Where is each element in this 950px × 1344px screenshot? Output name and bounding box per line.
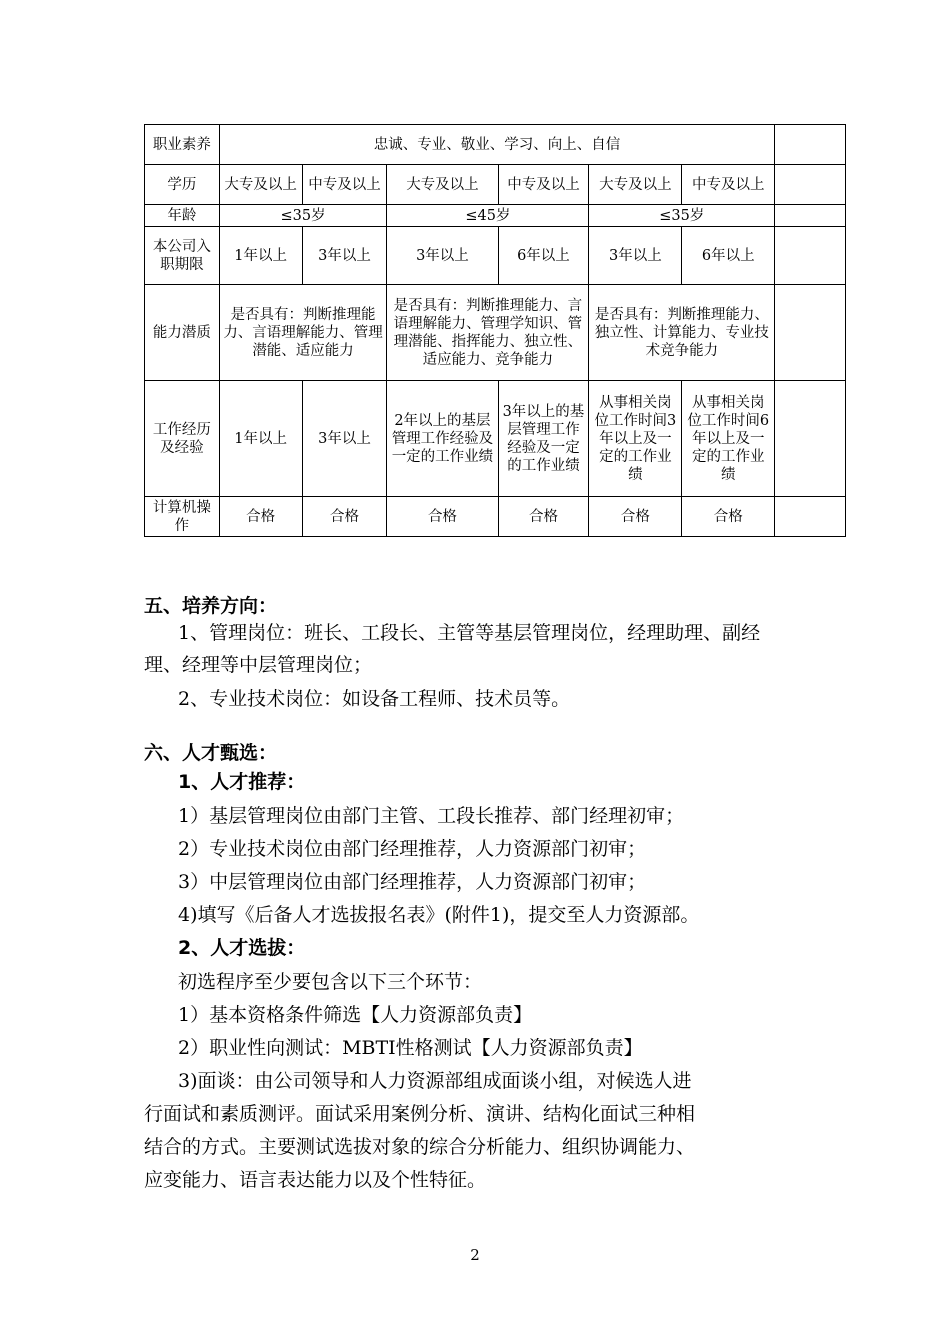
table-cell: 1年以上 xyxy=(219,227,302,285)
table-cell: 3年以上 xyxy=(387,227,498,285)
section5-heading: 五、培养方向： xyxy=(144,595,278,617)
table-cell: 忠诚、专业、敬业、学习、向上、自信 xyxy=(219,125,775,165)
table-row xyxy=(145,125,846,165)
table-row xyxy=(145,165,846,205)
paragraph: 行面试和素质测评。面试采用案例分析、演讲、结构化面试三种相 xyxy=(144,1103,696,1125)
table-row xyxy=(145,381,846,497)
paragraph: 理、经理等中层管理岗位； xyxy=(144,654,373,676)
row-label: 能力潜质 xyxy=(145,285,220,381)
requirements-table xyxy=(144,124,846,537)
row-label: 工作经历及经验 xyxy=(145,381,220,497)
paragraph: 结合的方式。主要测试选拔对象的综合分析能力、组织协调能力、 xyxy=(144,1136,696,1158)
table-cell: 1年以上 xyxy=(219,381,302,497)
row-label: 计算机操作 xyxy=(145,497,220,537)
subheading: 2、人才选拔： xyxy=(178,937,306,959)
table-cell: 合格 xyxy=(219,497,302,537)
table-cell: 合格 xyxy=(387,497,498,537)
blank-cell xyxy=(775,285,846,381)
table-cell: 从事相关岗位工作时间3年以上及一定的工作业绩 xyxy=(589,381,682,497)
table-cell: 大专及以上 xyxy=(219,165,302,205)
row-label: 学历 xyxy=(145,165,220,205)
blank-cell xyxy=(775,497,846,537)
table-row xyxy=(145,205,846,227)
table-cell: 是否具有：判断推理能力、言语理解能力、管理学知识、管理潜能、指挥能力、独立性、适应能力、竞争能力 xyxy=(387,285,589,381)
list-item: 4)填写《后备人才选拔报名表》(附件1)，提交至人力资源部。 xyxy=(178,904,700,926)
paragraph: 应变能力、语言表达能力以及个性特征。 xyxy=(144,1169,487,1191)
list-item: 3)面谈：由公司领导和人力资源部组成面谈小组，对候选人进 xyxy=(178,1070,692,1092)
table-cell: 合格 xyxy=(589,497,682,537)
table-row xyxy=(145,227,846,285)
table-row xyxy=(145,285,846,381)
list-item: 1）基本资格条件筛选【人力资源部负责】 xyxy=(178,1004,533,1026)
row-label: 本公司入职期限 xyxy=(145,227,220,285)
table-cell: ≤45岁 xyxy=(387,205,589,227)
table-cell: 2年以上的基层管理工作经验及一定的工作业绩 xyxy=(387,381,498,497)
page-number: 2 xyxy=(470,1246,480,1264)
table-cell: 是否具有：判断推理能力、独立性、计算能力、专业技术竞争能力 xyxy=(589,285,775,381)
blank-cell xyxy=(775,381,846,497)
table-cell: 中专及以上 xyxy=(498,165,589,205)
table-cell: 3年以上 xyxy=(589,227,682,285)
table-cell: 大专及以上 xyxy=(387,165,498,205)
table-cell: 6年以上 xyxy=(682,227,775,285)
table-cell: 合格 xyxy=(682,497,775,537)
table-cell: 中专及以上 xyxy=(682,165,775,205)
table-cell: 6年以上 xyxy=(498,227,589,285)
paragraph: 初选程序至少要包含以下三个环节： xyxy=(178,971,483,993)
blank-cell xyxy=(775,125,846,165)
blank-cell xyxy=(775,227,846,285)
row-label: 年龄 xyxy=(145,205,220,227)
list-item: 1）基层管理岗位由部门主管、工段长推荐、部门经理初审； xyxy=(178,805,685,827)
table-cell: ≤35岁 xyxy=(219,205,387,227)
list-item: 3）中层管理岗位由部门经理推荐，人力资源部门初审； xyxy=(178,871,647,893)
blank-cell xyxy=(775,205,846,227)
table-cell: 是否具有：判断推理能力、言语理解能力、管理潜能、适应能力 xyxy=(219,285,387,381)
paragraph: 1、管理岗位：班长、工段长、主管等基层管理岗位，经理助理、副经 xyxy=(178,622,761,644)
blank-cell xyxy=(775,165,846,205)
table-cell: 合格 xyxy=(302,497,387,537)
table-cell: ≤35岁 xyxy=(589,205,775,227)
table-cell: 从事相关岗位工作时间6年以上及一定的工作业绩 xyxy=(682,381,775,497)
row-label: 职业素养 xyxy=(145,125,220,165)
table-cell: 3年以上的基层管理工作经验及一定的工作业绩 xyxy=(498,381,589,497)
subheading: 1、人才推荐： xyxy=(178,771,306,793)
section6-heading: 六、人才甄选： xyxy=(144,742,278,764)
list-item: 2）专业技术岗位由部门经理推荐，人力资源部门初审； xyxy=(178,838,647,860)
list-item: 2）职业性向测试：MBTI性格测试【人力资源部负责】 xyxy=(178,1037,643,1059)
table-row xyxy=(145,497,846,537)
table-cell: 合格 xyxy=(498,497,589,537)
table-cell: 中专及以上 xyxy=(302,165,387,205)
table-cell: 大专及以上 xyxy=(589,165,682,205)
table-cell: 3年以上 xyxy=(302,227,387,285)
paragraph: 2、专业技术岗位：如设备工程师、技术员等。 xyxy=(178,688,571,710)
table-cell: 3年以上 xyxy=(302,381,387,497)
